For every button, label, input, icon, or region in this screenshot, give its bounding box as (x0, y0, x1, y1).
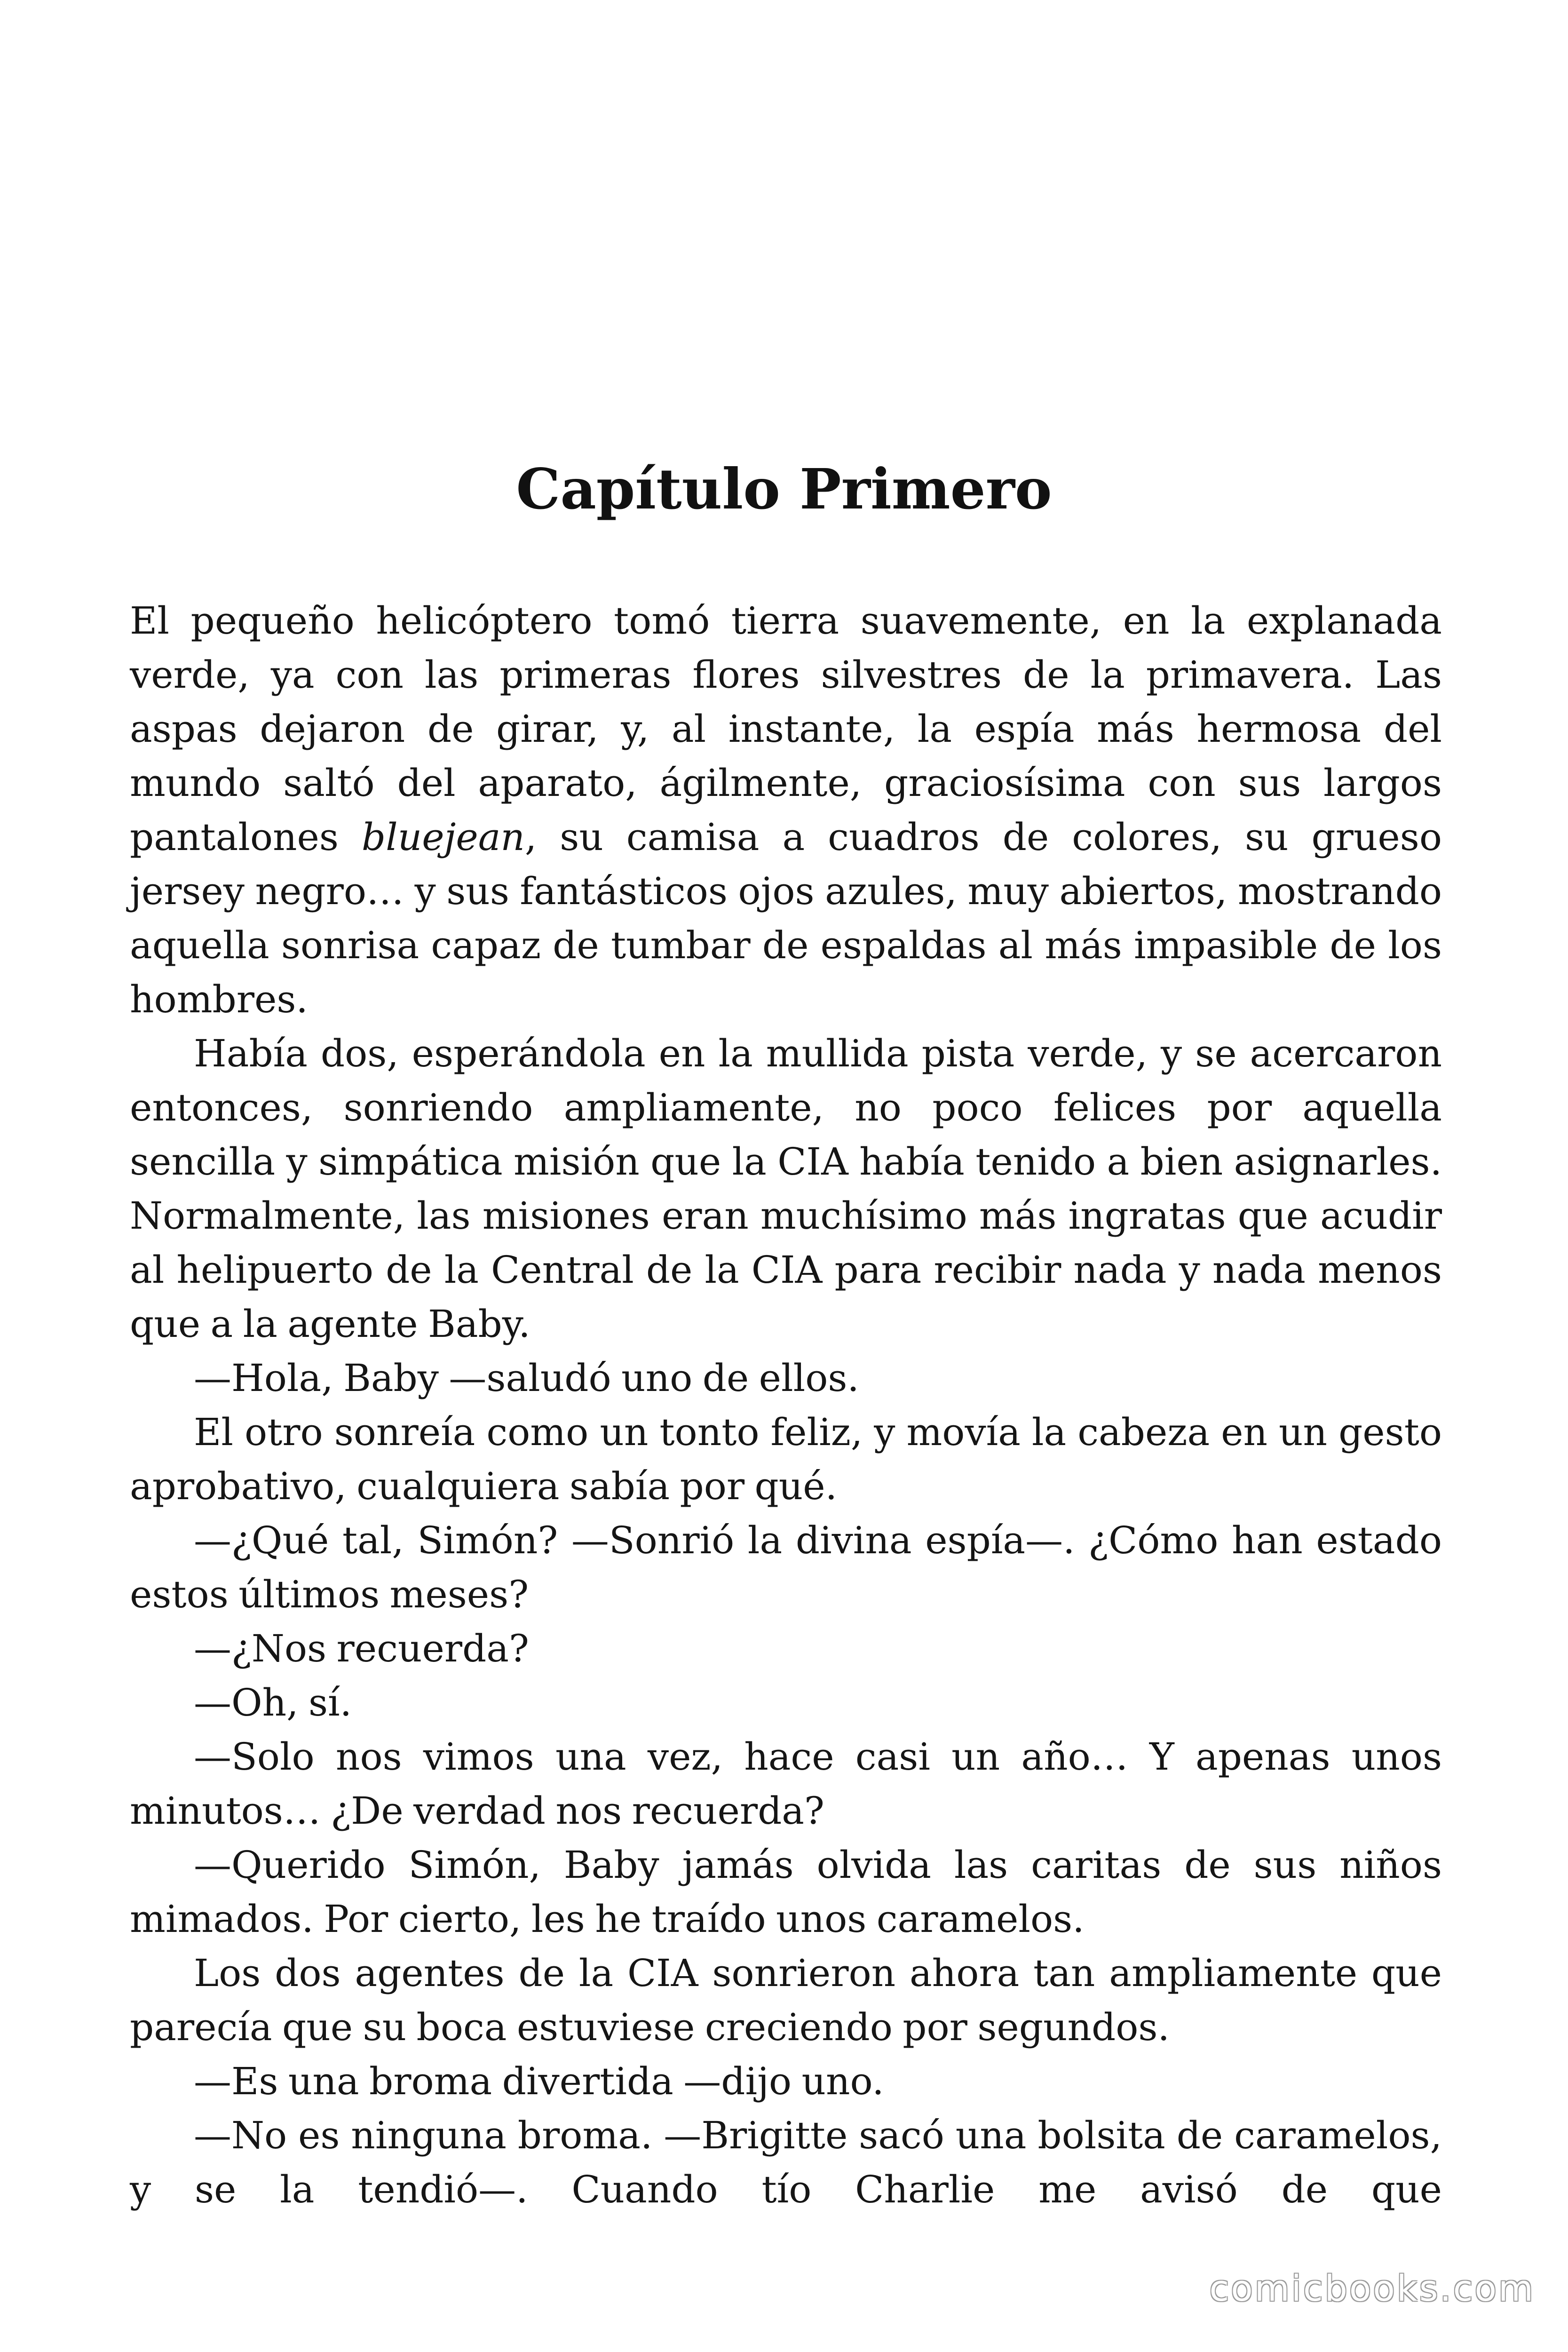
paragraph-1-before: El pequeño helicóptero tomó tierra suavemente, en la explanada verde, ya con las primeras flores silvestres de la primavera. Las aspas dejaron de girar, y, al instante, la espía más hermosa del mundo saltó del aparato, ágilmente, graciosísima con sus largos pantalones (130, 599, 1442, 859)
emphasis-bluejean: bluejean (361, 815, 525, 859)
paragraph-6: —¿Nos recuerda? (194, 1627, 529, 1670)
paragraph-1-after: , su camisa a cuadros de colores, su grueso jersey negro… y sus fantásticos ojos azules, muy abiertos, mostrando aquella sonrisa capaz de tumbar de espaldas al más impasible de los hombres. (130, 815, 1442, 1021)
paragraph-5: —¿Qué tal, Simón? —Sonrió la divina espía—. ¿Cómo han estado estos últimos meses? (130, 1518, 1442, 1616)
paragraph-9: —Querido Simón, Baby jamás olvida las caritas de sus niños mimados. Por cierto, les he traído unos caramelos. (130, 1843, 1442, 1941)
body-text (130, 594, 1442, 2217)
paragraph-10: Los dos agentes de la CIA sonrieron ahora tan ampliamente que parecía que su boca estuviese creciendo por segundos. (130, 1951, 1442, 2049)
paragraph-4: El otro sonreía como un tonto feliz, y movía la cabeza en un gesto aprobativo, cualquiera sabía por qué. (130, 1410, 1442, 1508)
paragraph-7: —Oh, sí. (194, 1681, 352, 1724)
paragraph-11: —Es una broma divertida —dijo uno. (194, 2059, 884, 2103)
paragraph-8: —Solo nos vimos una vez, hace casi un año… Y apenas unos minutos… ¿De verdad nos recuerda? (130, 1735, 1442, 1833)
paragraph-12: —No es ninguna broma. —Brigitte sacó una bolsita de caramelos, y se la tendió—. Cuando tío Charlie me avisó de que (130, 2114, 1442, 2211)
paragraph-3: —Hola, Baby —saludó uno de ellos. (194, 1356, 859, 1400)
paragraph-1 (130, 594, 1442, 1026)
watermark: comicbooks.com (1209, 2267, 1535, 2309)
chapter-title: Capítulo Primero (516, 456, 1052, 522)
paragraph-2: Había dos, esperándola en la mullida pista verde, y se acercaron entonces, sonriendo ampliamente, no poco felices por aquella sencilla y simpática misión que la CIA había tenido a bien asignarles. Normalmente, las misiones eran muchísimo más ingratas que acudir al helipuerto de la Central de la CIA para recibir nada y nada menos que a la agente Baby. (130, 1032, 1442, 1346)
